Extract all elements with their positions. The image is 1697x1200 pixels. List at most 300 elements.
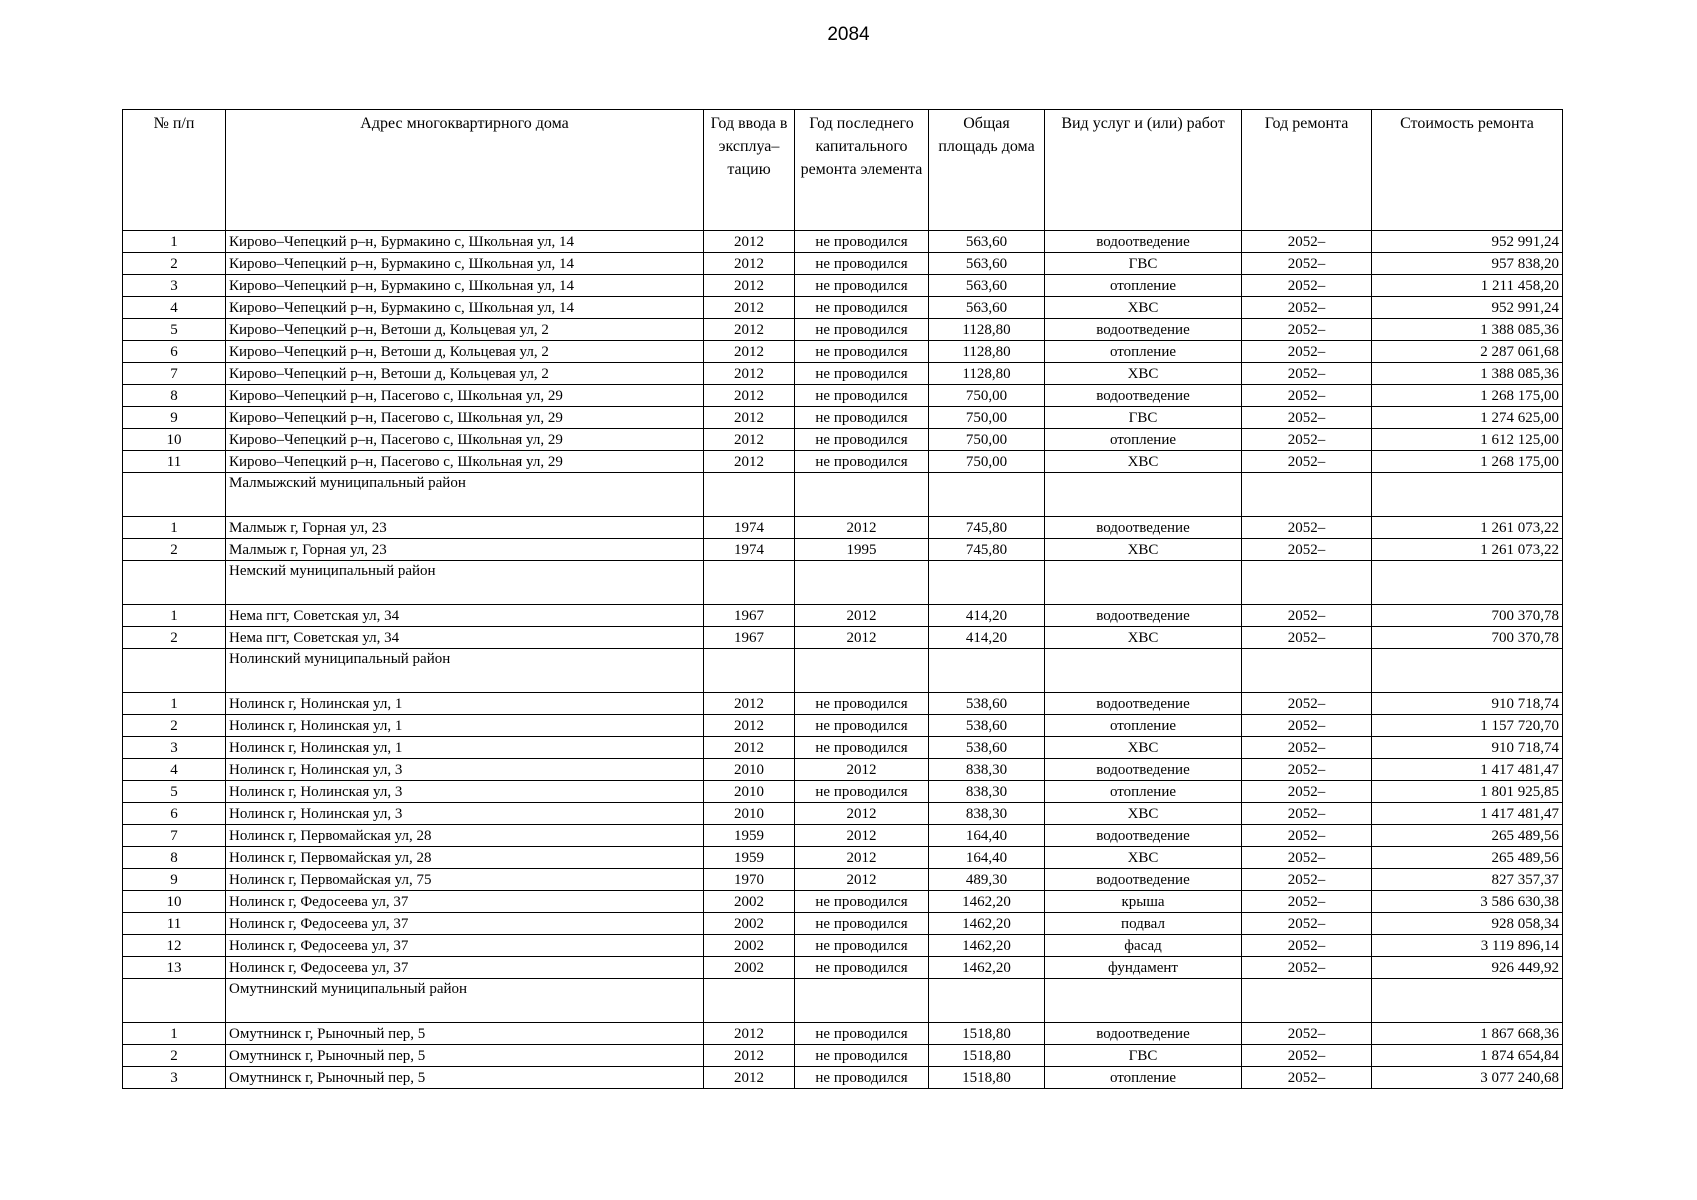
section-title: Омутнинский муниципальный район bbox=[226, 979, 704, 1023]
cell-repair-year: 2052– bbox=[1242, 935, 1372, 957]
cell-cost: 1 274 625,00 bbox=[1372, 407, 1563, 429]
cell-service: ХВС bbox=[1045, 737, 1242, 759]
cell-number: 2 bbox=[123, 627, 226, 649]
cell-area: 489,30 bbox=[929, 869, 1045, 891]
cell-number: 2 bbox=[123, 715, 226, 737]
cell-number: 5 bbox=[123, 319, 226, 341]
empty-cell bbox=[929, 649, 1045, 693]
cell-area: 414,20 bbox=[929, 605, 1045, 627]
empty-cell bbox=[704, 473, 795, 517]
cell-year-built: 2012 bbox=[704, 385, 795, 407]
table-row bbox=[123, 319, 1563, 341]
cell-area: 750,00 bbox=[929, 385, 1045, 407]
cell-last-repair: не проводился bbox=[795, 231, 929, 253]
empty-cell bbox=[1045, 561, 1242, 605]
section-row bbox=[123, 473, 1563, 517]
cell-address: Нолинск г, Федосеева ул, 37 bbox=[226, 957, 704, 979]
cell-last-repair: 2012 bbox=[795, 825, 929, 847]
cell-cost: 1 261 073,22 bbox=[1372, 539, 1563, 561]
cell-service: водоотведение bbox=[1045, 693, 1242, 715]
table-row bbox=[123, 693, 1563, 715]
page-number: 2084 bbox=[827, 24, 870, 45]
table-body bbox=[123, 231, 1563, 1089]
cell-service: водоотведение bbox=[1045, 825, 1242, 847]
header-year-built: Год ввода в эксплуа– тацию bbox=[704, 110, 795, 231]
cell-last-repair: не проводился bbox=[795, 737, 929, 759]
cell-last-repair: 2012 bbox=[795, 627, 929, 649]
cell-repair-year: 2052– bbox=[1242, 847, 1372, 869]
cell-service: водоотведение bbox=[1045, 1023, 1242, 1045]
cell-address: Нолинск г, Нолинская ул, 1 bbox=[226, 715, 704, 737]
cell-service: отопление bbox=[1045, 1067, 1242, 1089]
table-row bbox=[123, 825, 1563, 847]
cell-cost: 957 838,20 bbox=[1372, 253, 1563, 275]
empty-cell bbox=[1242, 473, 1372, 517]
cell-service: водоотведение bbox=[1045, 517, 1242, 539]
cell-cost: 1 388 085,36 bbox=[1372, 319, 1563, 341]
table-row bbox=[123, 913, 1563, 935]
table-row bbox=[123, 759, 1563, 781]
cell-number: 8 bbox=[123, 847, 226, 869]
cell-cost: 952 991,24 bbox=[1372, 297, 1563, 319]
cell-year-built: 1967 bbox=[704, 627, 795, 649]
cell-repair-year: 2052– bbox=[1242, 341, 1372, 363]
cell-last-repair: не проводился bbox=[795, 429, 929, 451]
header-address: Адрес многоквартирного дома bbox=[226, 110, 704, 231]
empty-cell bbox=[1242, 649, 1372, 693]
table-row bbox=[123, 803, 1563, 825]
cell-repair-year: 2052– bbox=[1242, 539, 1372, 561]
cell-service: водоотведение bbox=[1045, 385, 1242, 407]
cell-cost: 928 058,34 bbox=[1372, 913, 1563, 935]
cell-cost: 1 211 458,20 bbox=[1372, 275, 1563, 297]
cell-repair-year: 2052– bbox=[1242, 319, 1372, 341]
cell-year-built: 2012 bbox=[704, 363, 795, 385]
cell-area: 1462,20 bbox=[929, 935, 1045, 957]
cell-last-repair: не проводился bbox=[795, 913, 929, 935]
cell-service: ХВС bbox=[1045, 627, 1242, 649]
cell-year-built: 2012 bbox=[704, 297, 795, 319]
cell-number: 10 bbox=[123, 891, 226, 913]
table-row bbox=[123, 231, 1563, 253]
cell-last-repair: не проводился bbox=[795, 781, 929, 803]
table-row bbox=[123, 869, 1563, 891]
cell-repair-year: 2052– bbox=[1242, 715, 1372, 737]
cell-repair-year: 2052– bbox=[1242, 517, 1372, 539]
header-last-repair: Год последнего капитального ремонта элемента bbox=[795, 110, 929, 231]
cell-cost: 1 261 073,22 bbox=[1372, 517, 1563, 539]
cell-service: ХВС bbox=[1045, 451, 1242, 473]
section-title: Немский муниципальный район bbox=[226, 561, 704, 605]
cell-repair-year: 2052– bbox=[1242, 275, 1372, 297]
cell-area: 1518,80 bbox=[929, 1067, 1045, 1089]
cell-service: ГВС bbox=[1045, 1045, 1242, 1067]
cell-number: 1 bbox=[123, 1023, 226, 1045]
cell-year-built: 2010 bbox=[704, 759, 795, 781]
cell-address: Кирово–Чепецкий р–н, Бурмакино с, Школьная ул, 14 bbox=[226, 231, 704, 253]
cell-year-built: 2012 bbox=[704, 451, 795, 473]
cell-area: 750,00 bbox=[929, 451, 1045, 473]
cell-service: водоотведение bbox=[1045, 319, 1242, 341]
cell-repair-year: 2052– bbox=[1242, 891, 1372, 913]
cell-cost: 265 489,56 bbox=[1372, 825, 1563, 847]
empty-cell bbox=[123, 473, 226, 517]
cell-last-repair: не проводился bbox=[795, 319, 929, 341]
cell-number: 2 bbox=[123, 253, 226, 275]
section-row bbox=[123, 561, 1563, 605]
cell-address: Омутнинск г, Рыночный пер, 5 bbox=[226, 1023, 704, 1045]
cell-number: 11 bbox=[123, 913, 226, 935]
section-row bbox=[123, 979, 1563, 1023]
cell-year-built: 2012 bbox=[704, 693, 795, 715]
cell-address: Кирово–Чепецкий р–н, Бурмакино с, Школьная ул, 14 bbox=[226, 275, 704, 297]
table-row bbox=[123, 1067, 1563, 1089]
table-row bbox=[123, 429, 1563, 451]
cell-address: Омутнинск г, Рыночный пер, 5 bbox=[226, 1045, 704, 1067]
cell-cost: 910 718,74 bbox=[1372, 737, 1563, 759]
cell-area: 538,60 bbox=[929, 737, 1045, 759]
cell-service: водоотведение bbox=[1045, 759, 1242, 781]
section-title: Нолинский муниципальный район bbox=[226, 649, 704, 693]
cell-address: Нолинск г, Первомайская ул, 28 bbox=[226, 847, 704, 869]
cell-address: Кирово–Чепецкий р–н, Пасегово с, Школьная ул, 29 bbox=[226, 407, 704, 429]
cell-repair-year: 2052– bbox=[1242, 825, 1372, 847]
header-area: Общая площадь дома bbox=[929, 110, 1045, 231]
cell-repair-year: 2052– bbox=[1242, 363, 1372, 385]
cell-last-repair: не проводился bbox=[795, 715, 929, 737]
cell-last-repair: не проводился bbox=[795, 935, 929, 957]
cell-area: 563,60 bbox=[929, 231, 1045, 253]
cell-service: отопление bbox=[1045, 781, 1242, 803]
cell-repair-year: 2052– bbox=[1242, 803, 1372, 825]
cell-cost: 1 801 925,85 bbox=[1372, 781, 1563, 803]
cell-number: 7 bbox=[123, 363, 226, 385]
cell-address: Нолинск г, Федосеева ул, 37 bbox=[226, 891, 704, 913]
header-number: № п/п bbox=[123, 110, 226, 231]
cell-year-built: 2012 bbox=[704, 737, 795, 759]
cell-repair-year: 2052– bbox=[1242, 407, 1372, 429]
cell-year-built: 2012 bbox=[704, 1067, 795, 1089]
cell-address: Кирово–Чепецкий р–н, Ветоши д, Кольцевая ул, 2 bbox=[226, 363, 704, 385]
cell-last-repair: 2012 bbox=[795, 803, 929, 825]
table-row bbox=[123, 407, 1563, 429]
cell-number: 9 bbox=[123, 869, 226, 891]
cell-cost: 265 489,56 bbox=[1372, 847, 1563, 869]
cell-cost: 3 586 630,38 bbox=[1372, 891, 1563, 913]
cell-number: 4 bbox=[123, 759, 226, 781]
cell-last-repair: не проводился bbox=[795, 451, 929, 473]
cell-number: 12 bbox=[123, 935, 226, 957]
table-row bbox=[123, 451, 1563, 473]
cell-cost: 3 077 240,68 bbox=[1372, 1067, 1563, 1089]
cell-service: отопление bbox=[1045, 275, 1242, 297]
cell-address: Кирово–Чепецкий р–н, Бурмакино с, Школьная ул, 14 bbox=[226, 297, 704, 319]
header-service: Вид услуг и (или) работ bbox=[1045, 110, 1242, 231]
cell-cost: 700 370,78 bbox=[1372, 605, 1563, 627]
cell-area: 1128,80 bbox=[929, 319, 1045, 341]
cell-service: ХВС bbox=[1045, 539, 1242, 561]
cell-address: Кирово–Чепецкий р–н, Пасегово с, Школьная ул, 29 bbox=[226, 429, 704, 451]
cell-number: 6 bbox=[123, 341, 226, 363]
cell-repair-year: 2052– bbox=[1242, 957, 1372, 979]
cell-address: Нолинск г, Нолинская ул, 3 bbox=[226, 759, 704, 781]
cell-cost: 1 157 720,70 bbox=[1372, 715, 1563, 737]
cell-cost: 1 388 085,36 bbox=[1372, 363, 1563, 385]
cell-repair-year: 2052– bbox=[1242, 297, 1372, 319]
cell-service: ГВС bbox=[1045, 253, 1242, 275]
cell-address: Нолинск г, Нолинская ул, 3 bbox=[226, 803, 704, 825]
cell-year-built: 2012 bbox=[704, 715, 795, 737]
cell-year-built: 1959 bbox=[704, 825, 795, 847]
cell-last-repair: не проводился bbox=[795, 341, 929, 363]
cell-cost: 1 268 175,00 bbox=[1372, 385, 1563, 407]
cell-cost: 1 417 481,47 bbox=[1372, 803, 1563, 825]
cell-cost: 952 991,24 bbox=[1372, 231, 1563, 253]
header-cost: Стоимость ремонта bbox=[1372, 110, 1563, 231]
cell-number: 7 bbox=[123, 825, 226, 847]
empty-cell bbox=[1242, 979, 1372, 1023]
cell-area: 563,60 bbox=[929, 297, 1045, 319]
cell-number: 10 bbox=[123, 429, 226, 451]
cell-address: Нолинск г, Федосеева ул, 37 bbox=[226, 913, 704, 935]
cell-service: ХВС bbox=[1045, 803, 1242, 825]
cell-year-built: 2002 bbox=[704, 891, 795, 913]
cell-year-built: 2012 bbox=[704, 407, 795, 429]
cell-number: 1 bbox=[123, 517, 226, 539]
cell-year-built: 2002 bbox=[704, 913, 795, 935]
cell-year-built: 2012 bbox=[704, 319, 795, 341]
table-row bbox=[123, 935, 1563, 957]
cell-service: подвал bbox=[1045, 913, 1242, 935]
empty-cell bbox=[123, 649, 226, 693]
cell-repair-year: 2052– bbox=[1242, 451, 1372, 473]
empty-cell bbox=[1372, 649, 1563, 693]
table-row bbox=[123, 253, 1563, 275]
cell-year-built: 2010 bbox=[704, 781, 795, 803]
cell-repair-year: 2052– bbox=[1242, 759, 1372, 781]
cell-year-built: 1974 bbox=[704, 539, 795, 561]
table-row bbox=[123, 847, 1563, 869]
table-row bbox=[123, 957, 1563, 979]
cell-cost: 1 612 125,00 bbox=[1372, 429, 1563, 451]
cell-cost: 2 287 061,68 bbox=[1372, 341, 1563, 363]
cell-year-built: 2002 bbox=[704, 957, 795, 979]
cell-address: Омутнинск г, Рыночный пер, 5 bbox=[226, 1067, 704, 1089]
cell-number: 3 bbox=[123, 737, 226, 759]
cell-number: 1 bbox=[123, 231, 226, 253]
table-row bbox=[123, 1023, 1563, 1045]
cell-address: Малмыж г, Горная ул, 23 bbox=[226, 539, 704, 561]
cell-number: 1 bbox=[123, 693, 226, 715]
cell-last-repair: 2012 bbox=[795, 759, 929, 781]
table-row bbox=[123, 781, 1563, 803]
table-row bbox=[123, 539, 1563, 561]
cell-area: 563,60 bbox=[929, 275, 1045, 297]
cell-repair-year: 2052– bbox=[1242, 385, 1372, 407]
cell-service: ХВС bbox=[1045, 363, 1242, 385]
cell-address: Кирово–Чепецкий р–н, Пасегово с, Школьная ул, 29 bbox=[226, 451, 704, 473]
empty-cell bbox=[929, 561, 1045, 605]
cell-service: ГВС bbox=[1045, 407, 1242, 429]
cell-service: отопление bbox=[1045, 341, 1242, 363]
cell-last-repair: не проводился bbox=[795, 891, 929, 913]
cell-last-repair: не проводился bbox=[795, 693, 929, 715]
cell-year-built: 2010 bbox=[704, 803, 795, 825]
section-row bbox=[123, 649, 1563, 693]
cell-area: 538,60 bbox=[929, 693, 1045, 715]
empty-cell bbox=[1372, 473, 1563, 517]
empty-cell bbox=[1372, 561, 1563, 605]
cell-address: Кирово–Чепецкий р–н, Пасегово с, Школьная ул, 29 bbox=[226, 385, 704, 407]
cell-address: Малмыж г, Горная ул, 23 bbox=[226, 517, 704, 539]
table-row bbox=[123, 275, 1563, 297]
cell-cost: 3 119 896,14 bbox=[1372, 935, 1563, 957]
cell-year-built: 2012 bbox=[704, 341, 795, 363]
cell-year-built: 2002 bbox=[704, 935, 795, 957]
cell-address: Нема пгт, Советская ул, 34 bbox=[226, 605, 704, 627]
table-row bbox=[123, 341, 1563, 363]
empty-cell bbox=[1372, 979, 1563, 1023]
cell-cost: 827 357,37 bbox=[1372, 869, 1563, 891]
cell-repair-year: 2052– bbox=[1242, 627, 1372, 649]
cell-year-built: 2012 bbox=[704, 231, 795, 253]
cell-repair-year: 2052– bbox=[1242, 605, 1372, 627]
cell-year-built: 2012 bbox=[704, 1023, 795, 1045]
table-row bbox=[123, 737, 1563, 759]
cell-address: Кирово–Чепецкий р–н, Бурмакино с, Школьная ул, 14 bbox=[226, 253, 704, 275]
cell-address: Нолинск г, Первомайская ул, 28 bbox=[226, 825, 704, 847]
cell-repair-year: 2052– bbox=[1242, 1067, 1372, 1089]
cell-year-built: 2012 bbox=[704, 1045, 795, 1067]
empty-cell bbox=[929, 979, 1045, 1023]
cell-area: 838,30 bbox=[929, 759, 1045, 781]
cell-last-repair: не проводился bbox=[795, 253, 929, 275]
table-row bbox=[123, 517, 1563, 539]
cell-address: Нолинск г, Нолинская ул, 3 bbox=[226, 781, 704, 803]
cell-number: 1 bbox=[123, 605, 226, 627]
cell-last-repair: 2012 bbox=[795, 869, 929, 891]
cell-year-built: 1959 bbox=[704, 847, 795, 869]
empty-cell bbox=[123, 561, 226, 605]
cell-address: Нолинск г, Первомайская ул, 75 bbox=[226, 869, 704, 891]
empty-cell bbox=[1242, 561, 1372, 605]
cell-area: 414,20 bbox=[929, 627, 1045, 649]
cell-repair-year: 2052– bbox=[1242, 1045, 1372, 1067]
cell-address: Нолинск г, Нолинская ул, 1 bbox=[226, 737, 704, 759]
cell-service: фасад bbox=[1045, 935, 1242, 957]
empty-cell bbox=[123, 979, 226, 1023]
cell-last-repair: не проводился bbox=[795, 407, 929, 429]
cell-number: 6 bbox=[123, 803, 226, 825]
empty-cell bbox=[795, 649, 929, 693]
table-row bbox=[123, 363, 1563, 385]
cell-repair-year: 2052– bbox=[1242, 913, 1372, 935]
cell-area: 750,00 bbox=[929, 407, 1045, 429]
cell-last-repair: 1995 bbox=[795, 539, 929, 561]
cell-area: 164,40 bbox=[929, 847, 1045, 869]
cell-number: 2 bbox=[123, 539, 226, 561]
cell-area: 1128,80 bbox=[929, 363, 1045, 385]
cell-cost: 926 449,92 bbox=[1372, 957, 1563, 979]
cell-area: 1518,80 bbox=[929, 1023, 1045, 1045]
cell-year-built: 1967 bbox=[704, 605, 795, 627]
cell-service: отопление bbox=[1045, 715, 1242, 737]
table-row bbox=[123, 605, 1563, 627]
cell-service: фундамент bbox=[1045, 957, 1242, 979]
cell-cost: 1 867 668,36 bbox=[1372, 1023, 1563, 1045]
empty-cell bbox=[704, 649, 795, 693]
table-row bbox=[123, 627, 1563, 649]
cell-last-repair: не проводился bbox=[795, 1067, 929, 1089]
cell-last-repair: не проводился bbox=[795, 297, 929, 319]
cell-year-built: 1970 bbox=[704, 869, 795, 891]
cell-last-repair: не проводился bbox=[795, 957, 929, 979]
section-title: Малмыжский муниципальный район bbox=[226, 473, 704, 517]
cell-cost: 1 417 481,47 bbox=[1372, 759, 1563, 781]
cell-area: 538,60 bbox=[929, 715, 1045, 737]
empty-cell bbox=[1045, 979, 1242, 1023]
header-repair-year: Год ремонта bbox=[1242, 110, 1372, 231]
cell-area: 563,60 bbox=[929, 253, 1045, 275]
cell-number: 5 bbox=[123, 781, 226, 803]
cell-cost: 700 370,78 bbox=[1372, 627, 1563, 649]
cell-repair-year: 2052– bbox=[1242, 429, 1372, 451]
cell-service: ХВС bbox=[1045, 297, 1242, 319]
table-row bbox=[123, 891, 1563, 913]
cell-number: 3 bbox=[123, 1067, 226, 1089]
cell-address: Кирово–Чепецкий р–н, Ветоши д, Кольцевая ул, 2 bbox=[226, 341, 704, 363]
cell-area: 1462,20 bbox=[929, 891, 1045, 913]
cell-last-repair: не проводился bbox=[795, 385, 929, 407]
cell-last-repair: не проводился bbox=[795, 1023, 929, 1045]
cell-area: 1518,80 bbox=[929, 1045, 1045, 1067]
cell-number: 8 bbox=[123, 385, 226, 407]
cell-number: 2 bbox=[123, 1045, 226, 1067]
table-row bbox=[123, 385, 1563, 407]
table-row bbox=[123, 1045, 1563, 1067]
cell-service: крыша bbox=[1045, 891, 1242, 913]
cell-repair-year: 2052– bbox=[1242, 253, 1372, 275]
cell-last-repair: не проводился bbox=[795, 275, 929, 297]
cell-cost: 1 874 654,84 bbox=[1372, 1045, 1563, 1067]
cell-area: 1462,20 bbox=[929, 913, 1045, 935]
cell-service: ХВС bbox=[1045, 847, 1242, 869]
cell-address: Нема пгт, Советская ул, 34 bbox=[226, 627, 704, 649]
cell-repair-year: 2052– bbox=[1242, 693, 1372, 715]
repair-schedule-table bbox=[122, 109, 1563, 1089]
empty-cell bbox=[929, 473, 1045, 517]
cell-last-repair: 2012 bbox=[795, 847, 929, 869]
cell-number: 11 bbox=[123, 451, 226, 473]
cell-area: 750,00 bbox=[929, 429, 1045, 451]
table-row bbox=[123, 715, 1563, 737]
cell-year-built: 1974 bbox=[704, 517, 795, 539]
cell-number: 4 bbox=[123, 297, 226, 319]
cell-repair-year: 2052– bbox=[1242, 737, 1372, 759]
cell-cost: 1 268 175,00 bbox=[1372, 451, 1563, 473]
cell-address: Кирово–Чепецкий р–н, Ветоши д, Кольцевая ул, 2 bbox=[226, 319, 704, 341]
cell-area: 745,80 bbox=[929, 539, 1045, 561]
cell-area: 164,40 bbox=[929, 825, 1045, 847]
cell-last-repair: не проводился bbox=[795, 363, 929, 385]
cell-area: 838,30 bbox=[929, 803, 1045, 825]
cell-number: 9 bbox=[123, 407, 226, 429]
table-header-row bbox=[123, 110, 1563, 231]
cell-last-repair: 2012 bbox=[795, 605, 929, 627]
cell-service: отопление bbox=[1045, 429, 1242, 451]
empty-cell bbox=[704, 561, 795, 605]
cell-year-built: 2012 bbox=[704, 275, 795, 297]
